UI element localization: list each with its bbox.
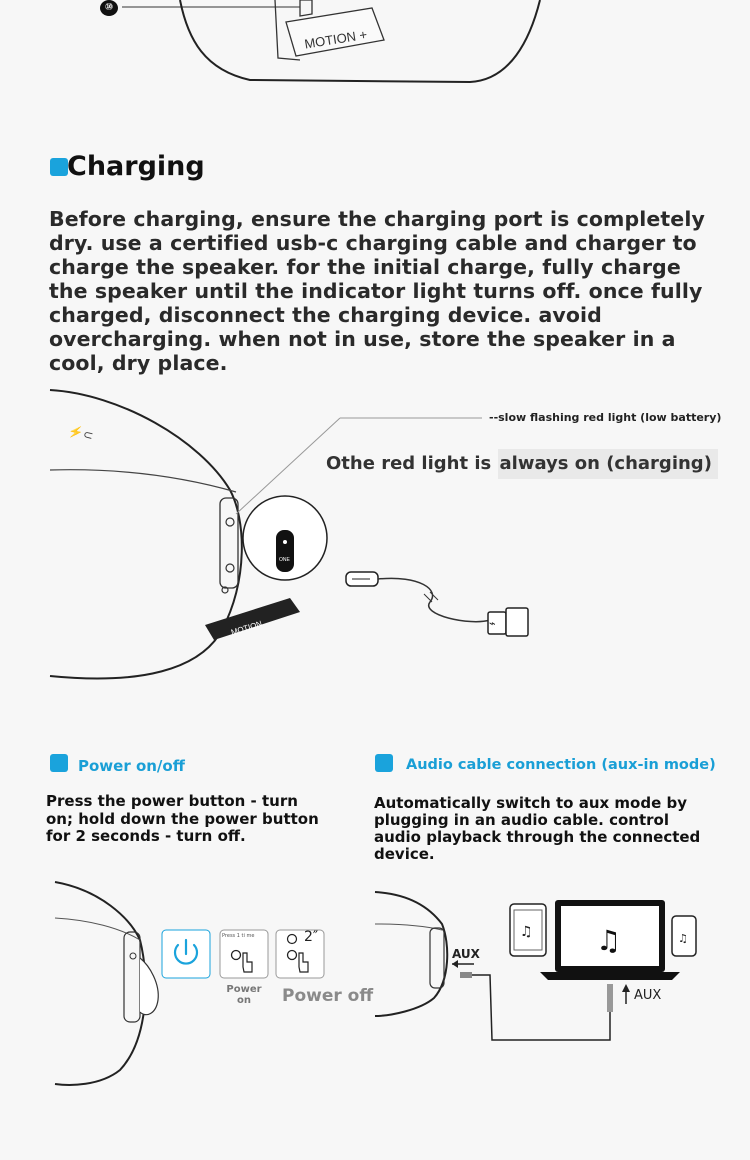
- charging-light-highlight: always on (charging): [498, 449, 718, 479]
- aux-plug-label: AUX: [452, 947, 480, 961]
- svg-text:MOTION +: MOTION +: [303, 26, 369, 52]
- svg-text:⚡⊂: ⚡⊂: [67, 423, 95, 443]
- press-once-caption: Press 1 ti me: [222, 933, 255, 939]
- power-title: Power on/off: [78, 757, 185, 775]
- aux-title: Audio cable connection (aux-in mode): [406, 757, 716, 773]
- section-marker-icon: [375, 754, 393, 772]
- section-marker-icon: [50, 754, 68, 772]
- power-illustration: [0, 870, 370, 1100]
- aux-jack-label: AUX: [634, 988, 662, 1003]
- charging-light-prefix: Othe red light is: [326, 453, 498, 474]
- music-note-icon: ♫: [596, 924, 622, 957]
- charging-description: Before charging, ensure the charging port is completely dry. use a certified usb-c charging cable and charger to charge the speaker. for the initial charge, fully charge the speaker until the indicator light turns off. once fully charged, disconnect the charging device. avoid overcharging. when not in use, store the speaker in a cool, dry place.: [49, 207, 705, 375]
- svg-text:♫: ♫: [678, 932, 688, 945]
- charging-title: Charging: [67, 151, 205, 182]
- svg-text:♫: ♫: [520, 924, 533, 940]
- usb-icon: ⌁: [489, 617, 496, 630]
- power-on-caption: Power on: [226, 984, 262, 1006]
- power-description: Press the power button - turn on; hold down the power button for 2 seconds - turn off.: [46, 792, 319, 845]
- aux-illustration: [370, 880, 710, 1050]
- aux-description: Automatically switch to aux mode by plugging in an audio cable. control audio playback through the connected device.: [374, 794, 701, 863]
- callout-number-badge: ⑩: [100, 0, 118, 16]
- charging-light-note: [326, 453, 718, 474]
- svg-text:ONE: ONE: [279, 557, 290, 563]
- low-battery-note: --slow flashing red light (low battery): [489, 411, 722, 424]
- hold-time-caption: 2″: [304, 929, 319, 945]
- section-marker-icon: [50, 158, 68, 176]
- svg-text:MOTION: MOTION: [229, 619, 264, 638]
- speaker-charging-illustration: [0, 380, 750, 700]
- power-off-caption: Power off: [282, 986, 374, 1006]
